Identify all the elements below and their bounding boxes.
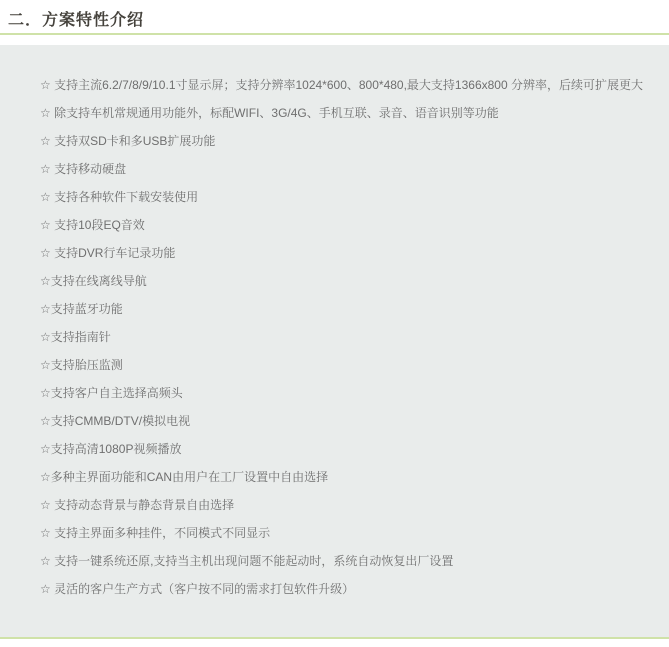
feature-item: ☆ 支持一键系统还原,支持当主机出现问题不能起动时，系统自动恢复出厂设置 (40, 554, 454, 568)
feature-item: ☆ 灵活的客户生产方式（客户按不同的需求打包软件升级） (40, 582, 355, 596)
feature-item: ☆支持高清1080P视频播放 (40, 442, 182, 456)
feature-item: ☆支持指南针 (40, 330, 111, 344)
feature-item: ☆ 支持各种软件下载安装使用 (40, 190, 199, 204)
feature-item: ☆ 支持双SD卡和多USB扩展功能 (40, 134, 216, 148)
feature-item: ☆ 支持10段EQ音效 (40, 218, 145, 232)
feature-item: ☆支持蓝牙功能 (40, 302, 123, 316)
feature-item: ☆ 支持DVR行车记录功能 (40, 246, 176, 260)
feature-item: ☆ 支持主界面多种挂件，不同模式不同显示 (40, 526, 271, 540)
feature-list (40, 71, 651, 603)
feature-item: ☆ 支持动态背景与静态背景自由选择 (40, 498, 235, 512)
feature-item: ☆ 除支持车机常规通用功能外，标配WIFI、3G/4G、手机互联、录音、语音识别等功能 (40, 106, 499, 120)
feature-item: ☆支持在线离线导航 (40, 274, 147, 288)
section-title: 二．方案特性介绍 (8, 12, 145, 29)
feature-item: ☆多种主界面功能和CAN由用户在工厂设置中自由选择 (40, 470, 329, 484)
feature-item: ☆ 支持主流6.2/7/8/9/10.1寸显示屏；支持分辨率1024*600、800*480,最大支持1366x800 分辨率，后续可扩展更大 (40, 78, 643, 92)
feature-item: ☆ 支持移动硬盘 (40, 162, 127, 176)
feature-item: ☆支持客户自主选择高频头 (40, 386, 183, 400)
section-header (0, 0, 669, 35)
feature-item: ☆支持胎压监测 (40, 358, 123, 372)
feature-item: ☆支持CMMB/DTV/模拟电视 (40, 414, 191, 428)
features-panel (0, 45, 669, 639)
